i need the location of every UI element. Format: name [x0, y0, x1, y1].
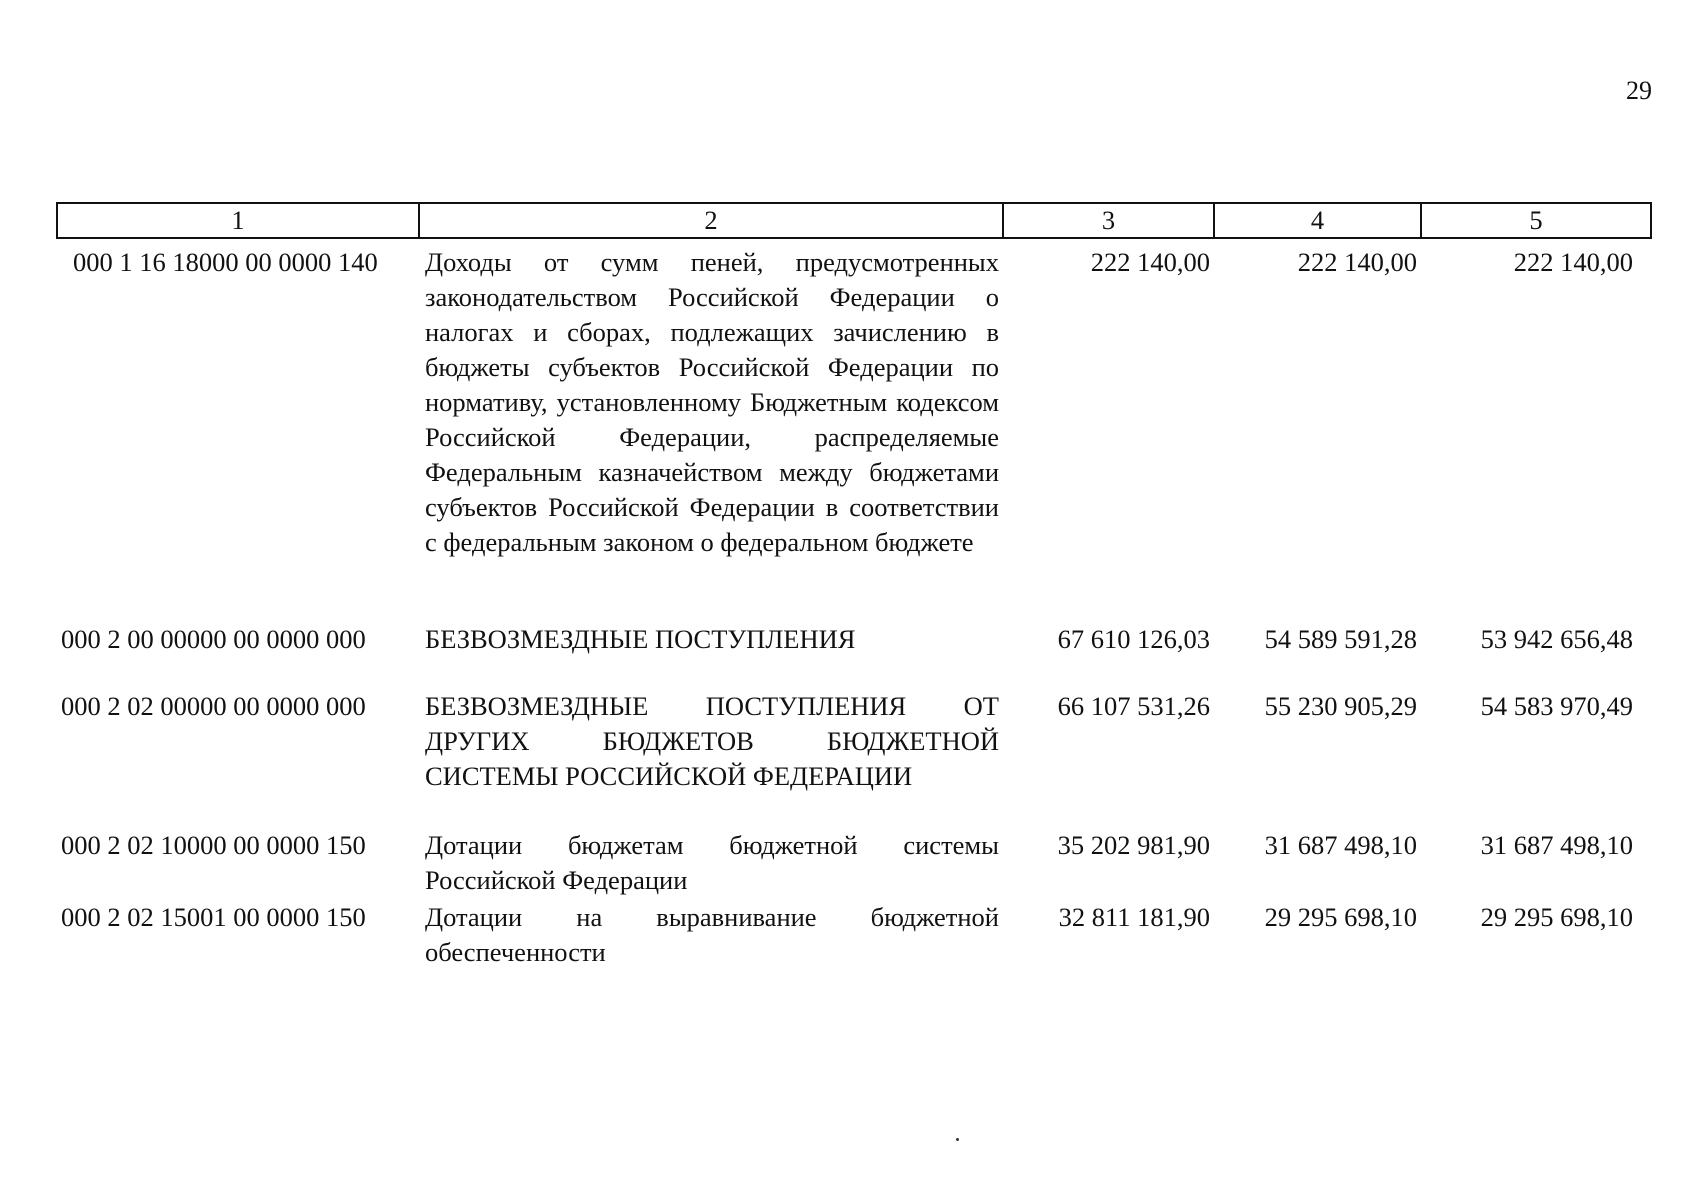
row-value-5: 222 140,00: [1513, 247, 1633, 277]
column-header-2: 2: [419, 203, 1003, 238]
table-row: [57, 820, 1651, 898]
row-value-5: 29 295 698,10: [1480, 902, 1633, 932]
row-value-4: 31 687 498,10: [1264, 830, 1417, 860]
column-header-1: 1: [57, 203, 419, 238]
row-name: Доходы от сумм пеней, предусмотренных законодательством Российской Федерации о налогах и сборах, подлежащих зачислению в бюджеты субъектов Российской Федерации по нормативу, установленному Бюджетным кодексом Российской Федерации, распределяемые Федеральным казначейством между бюджетами субъектов Российской Федерации в соответствии с федеральным законом о федеральном бюджете: [425, 247, 999, 557]
row-value-5: 53 942 656,48: [1480, 624, 1633, 654]
table-row: [57, 238, 1651, 602]
table-row: [57, 687, 1651, 820]
row-value-3: 32 811 181,90: [1058, 902, 1210, 932]
row-code: 000 2 02 15001 00 0000 150: [61, 902, 366, 932]
column-header-5: 5: [1421, 203, 1651, 238]
row-name: Дотации бюджетам бюджетной системы Российской Федерации: [425, 830, 999, 895]
row-value-4: 222 140,00: [1297, 247, 1417, 277]
scan-speck: [956, 1138, 959, 1141]
row-code: 000 1 16 18000 00 0000 140: [73, 247, 378, 277]
table-row: [57, 602, 1651, 687]
row-code: 000 2 00 00000 00 0000 000: [61, 624, 366, 654]
table-header: [57, 203, 1651, 238]
table-row: [57, 898, 1651, 970]
row-value-5: 31 687 498,10: [1480, 830, 1633, 860]
row-value-3: 35 202 981,90: [1057, 830, 1210, 860]
row-value-4: 54 589 591,28: [1264, 624, 1417, 654]
row-name: Дотации на выравнивание бюджетной обеспеченности: [425, 902, 999, 967]
row-value-3: 67 610 126,03: [1057, 624, 1210, 654]
page-number: 29: [1626, 76, 1652, 105]
column-header-4: 4: [1214, 203, 1421, 238]
row-value-4: 29 295 698,10: [1264, 902, 1417, 932]
row-code: 000 2 02 00000 00 0000 000: [61, 691, 366, 721]
row-value-4: 55 230 905,29: [1264, 691, 1417, 721]
row-code: 000 2 02 10000 00 0000 150: [61, 830, 366, 860]
row-value-5: 54 583 970,49: [1480, 691, 1633, 721]
row-value-3: 222 140,00: [1090, 247, 1210, 277]
row-name: БЕЗВОЗМЕЗДНЫЕ ПОСТУПЛЕНИЯ ОТ ДРУГИХ БЮДЖЕТОВ БЮДЖЕТНОЙ СИСТЕМЫ РОССИЙСКОЙ ФЕДЕРАЦИИ: [425, 691, 999, 791]
row-name: БЕЗВОЗМЕЗДНЫЕ ПОСТУПЛЕНИЯ: [425, 624, 856, 654]
column-header-3: 3: [1003, 203, 1214, 238]
row-value-3: 66 107 531,26: [1057, 691, 1210, 721]
budget-table: [56, 202, 1652, 970]
